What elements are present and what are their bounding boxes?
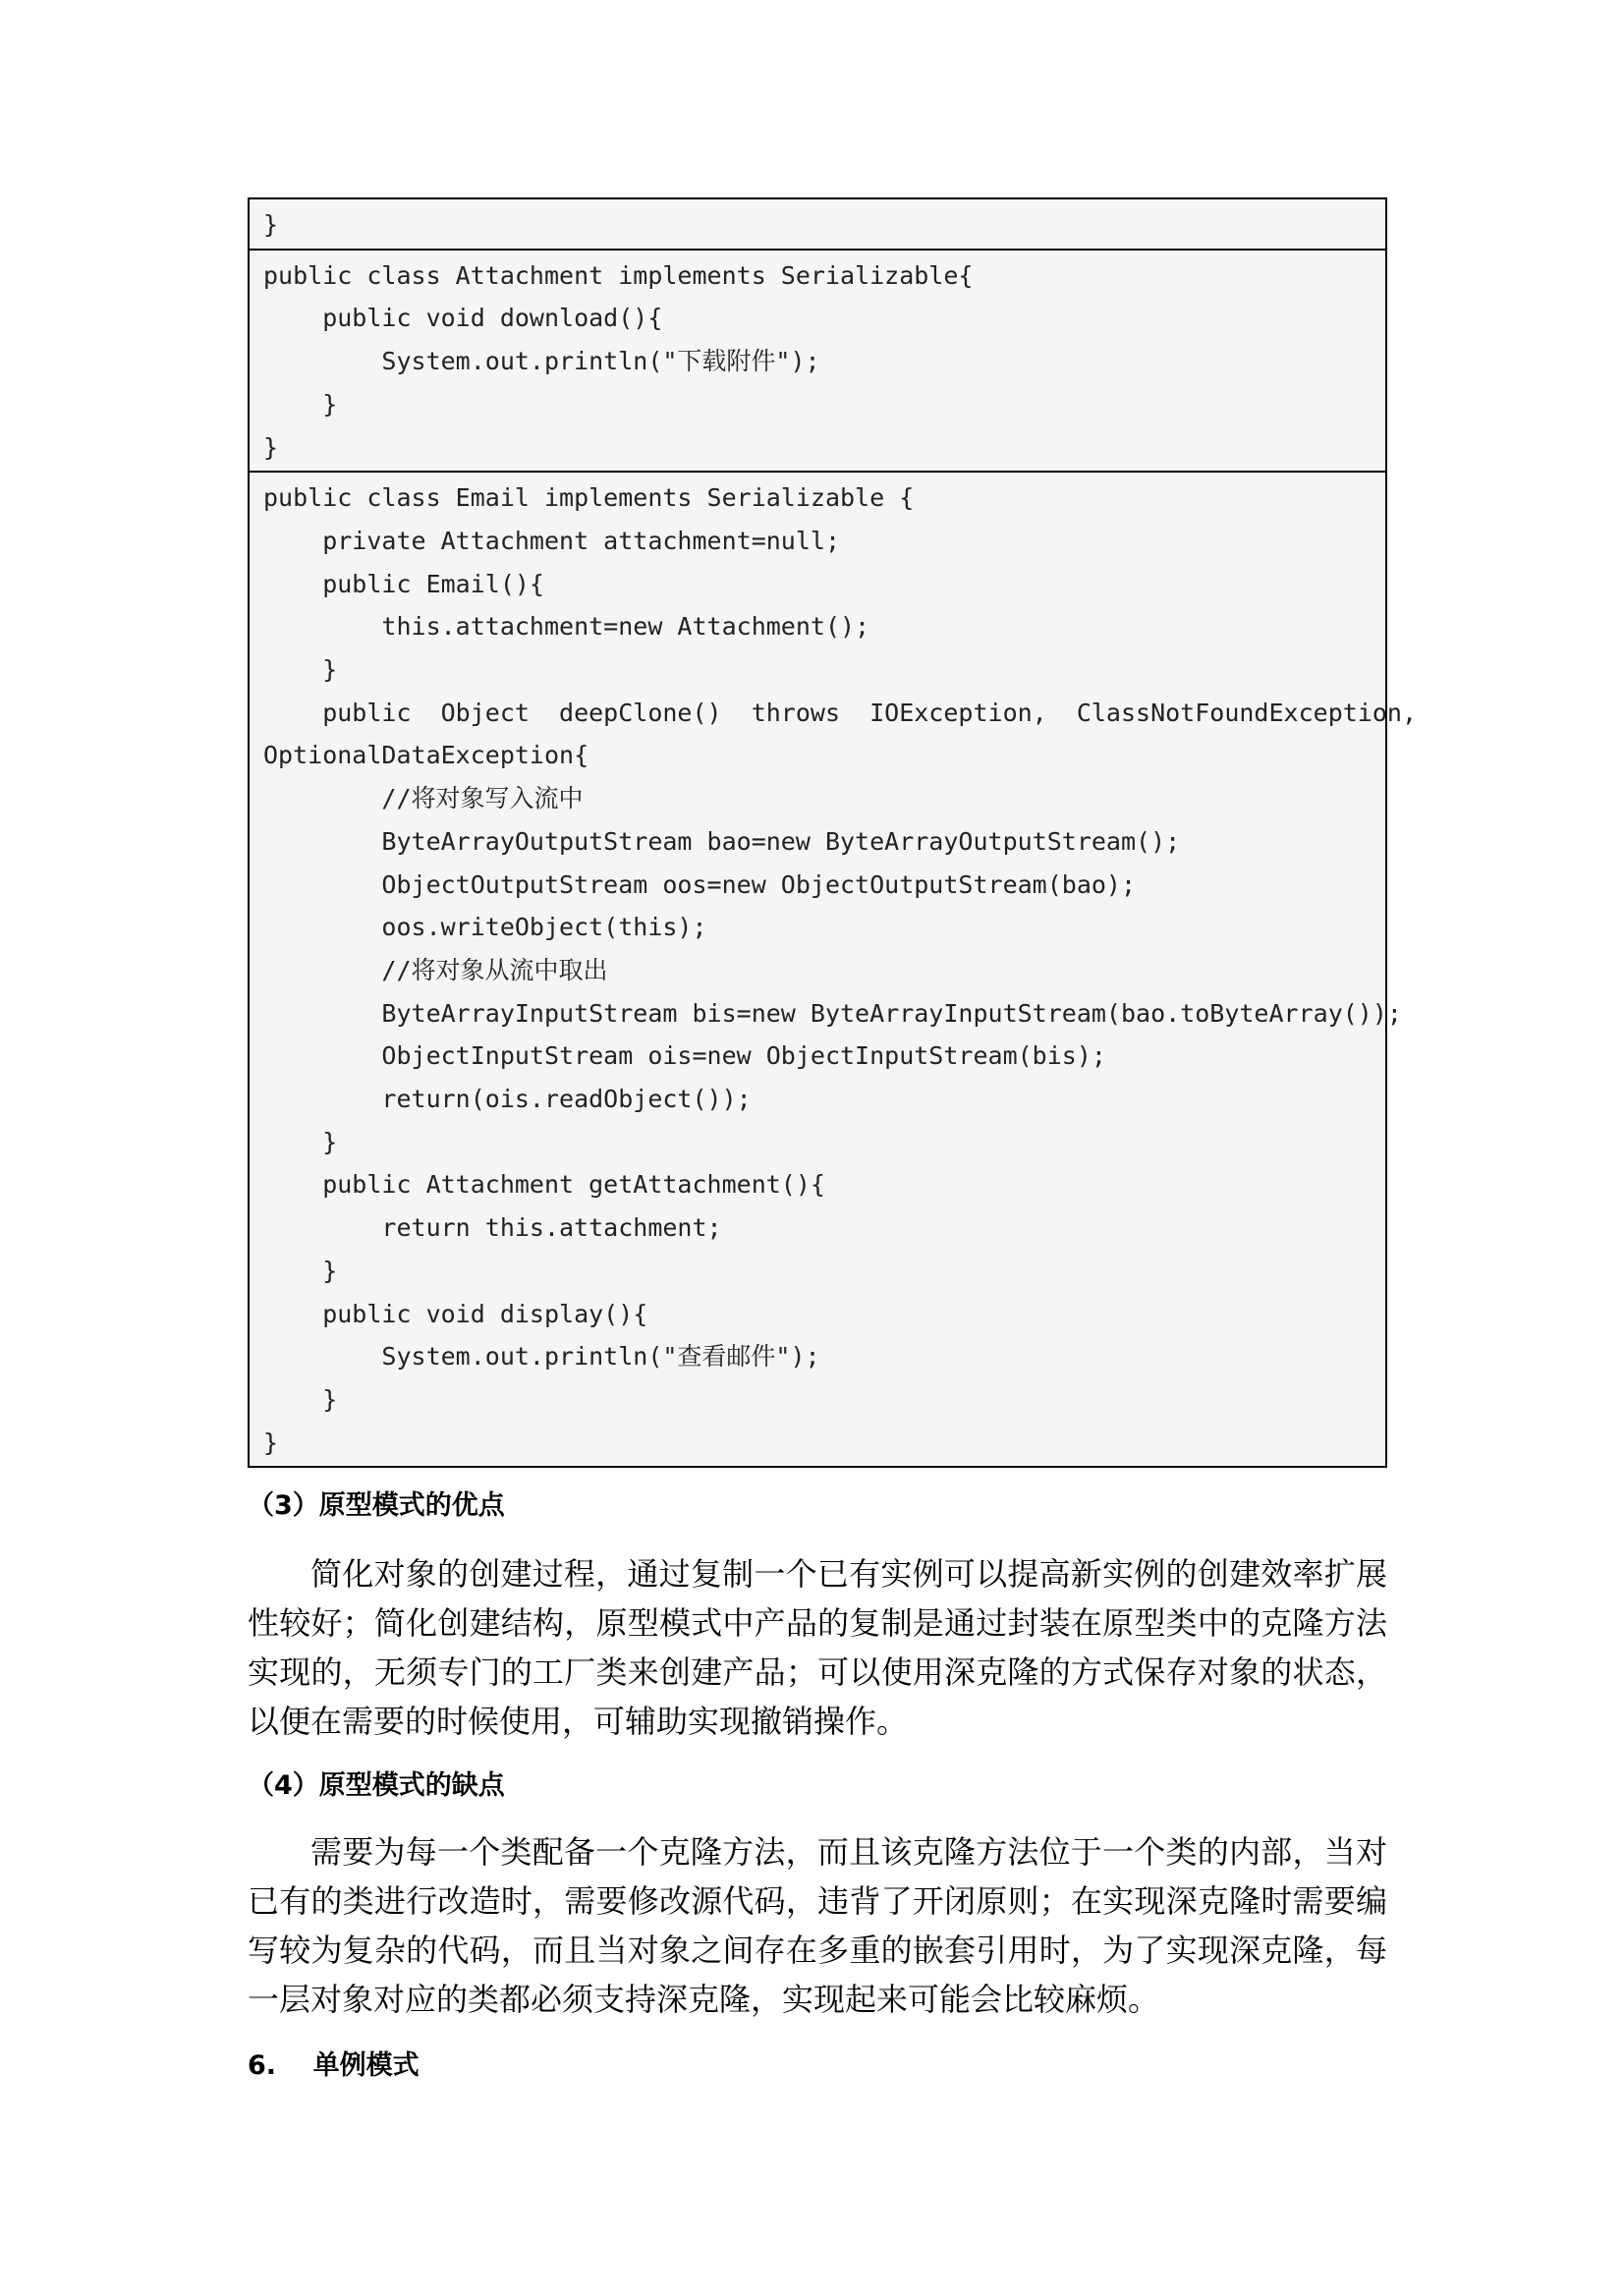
code-line: } [263, 432, 279, 462]
code-line: return(ois.readObject()); [263, 1085, 752, 1114]
code-line: public void display(){ [263, 1299, 648, 1328]
code-line: private Attachment attachment=null; [263, 526, 840, 555]
code-line: } [263, 389, 338, 419]
code-line: } [263, 1127, 338, 1156]
code-line: System.out.println("下载附件"); [263, 347, 820, 376]
code-line: } [263, 655, 338, 685]
code-line: //将对象写入流中 [263, 784, 584, 813]
code-line: this.attachment=new Attachment(); [263, 612, 870, 642]
disadvantages-heading: （4）原型模式的缺点 [248, 1770, 505, 1801]
code-line: ByteArrayInputStream bis=new ByteArrayInputStream(bao.toByteArray()); [263, 998, 1402, 1028]
code-line: ObjectInputStream ois=new ObjectInputStream(bis); [263, 1041, 1106, 1071]
code-line: System.out.println("查看邮件"); [263, 1342, 820, 1372]
code-block-attachment-class [250, 249, 1385, 472]
code-line: return this.attachment; [263, 1213, 722, 1243]
code-line: public class Email implements Serializable { [263, 483, 915, 513]
code-line: } [263, 1428, 279, 1457]
advantages-heading: （3）原型模式的优点 [248, 1490, 505, 1521]
code-line: } [263, 1256, 338, 1285]
code-line: oos.writeObject(this); [263, 913, 707, 942]
disadvantages-paragraph: 需要为每一个类配备一个克隆方法，而且该克隆方法位于一个类的内部，当对已有的类进行改造时，需要修改源代码，违背了开闭原则；在实现深克隆时需要编写较为复杂的代码，而且当对象之间存在多重的嵌套引用时，为了实现深克隆，每一层对象对应的类都必须支持深克隆，实现起来可能会比较麻烦。 [248, 1833, 1387, 2018]
code-line: ByteArrayOutputStream bao=new ByteArrayOutputStream(); [263, 826, 1181, 856]
code-line: ObjectOutputStream oos=new ObjectOutputStream(bao); [263, 869, 1137, 899]
code-line: public class Attachment implements Serializable{ [263, 260, 974, 290]
code-line: public Attachment getAttachment(){ [263, 1170, 825, 1200]
code-block-closing-brace [250, 199, 1385, 249]
code-block-email-class [250, 471, 1417, 1466]
code-line: //将对象从流中取出 [263, 955, 608, 984]
code-line: public Object deepClone() throws IOException, ClassNotFoundException, [263, 698, 1417, 727]
advantages-paragraph: 简化对象的创建过程，通过复制一个已有实例可以提高新实例的创建效率扩展性较好；简化创建结构，原型模式中产品的复制是通过封装在原型类中的克隆方法实现的，无须专门的工厂类来创建产品；可以使用深克隆的方式保存对象的状态，以便在需要的时候使用，可辅助实现撤销操作。 [248, 1555, 1387, 1740]
code-listing [248, 197, 1417, 1468]
code-line: public Email(){ [263, 569, 544, 598]
singleton-heading: 6. 单例模式 [248, 2050, 420, 2081]
code-line: OptionalDataException{ [263, 741, 589, 770]
code-line: public void download(){ [263, 304, 663, 333]
code-line: } [263, 1384, 338, 1414]
code-line: } [263, 210, 279, 239]
